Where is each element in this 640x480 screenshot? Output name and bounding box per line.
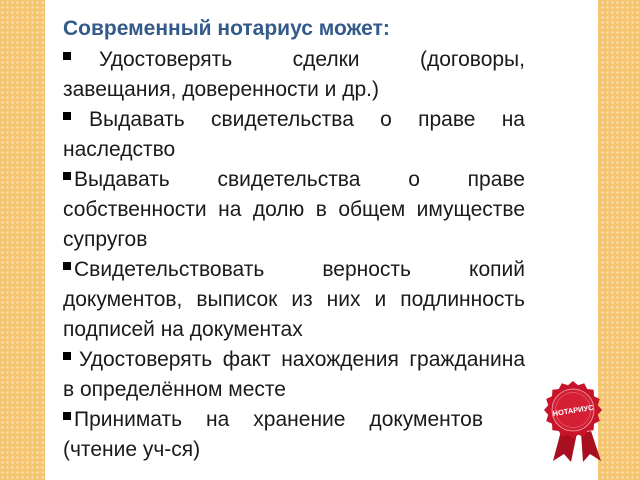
bullet-icon <box>63 172 71 180</box>
list-item <box>63 345 525 405</box>
list-item-text: Принимать на хранение документов (чтение уч-ся) <box>63 408 483 461</box>
bullet-icon <box>63 52 71 60</box>
duties-list <box>63 45 525 465</box>
list-item-text: Свидетельствовать верность копий документов, выписок из них и подлинность подписей на документах <box>63 258 525 341</box>
notary-seal-icon <box>533 377 613 463</box>
bullet-icon <box>63 412 71 420</box>
list-item <box>63 45 525 105</box>
bullet-icon <box>63 262 71 270</box>
slide-title: Современный нотариус может: <box>63 17 390 40</box>
bullet-icon <box>63 112 71 120</box>
list-item-text: Удостоверять факт нахождения гражданина в определённом месте <box>63 348 525 401</box>
list-item <box>63 405 525 465</box>
list-item-text: Выдавать свидетельства о праве на наследство <box>63 108 525 161</box>
notary-seal <box>533 377 613 463</box>
seal-label: НОТАРИУС <box>552 402 595 419</box>
list-item-text: Удостоверять сделки (договоры, завещания, доверенности и др.) <box>63 48 525 101</box>
bullet-icon <box>63 352 71 360</box>
list-item <box>63 105 525 165</box>
list-item <box>63 165 525 255</box>
slide-content <box>63 14 525 465</box>
list-item-text: Выдавать свидетельства о праве собственности на долю в общем имуществе супругов <box>63 168 525 251</box>
list-item <box>63 255 525 345</box>
